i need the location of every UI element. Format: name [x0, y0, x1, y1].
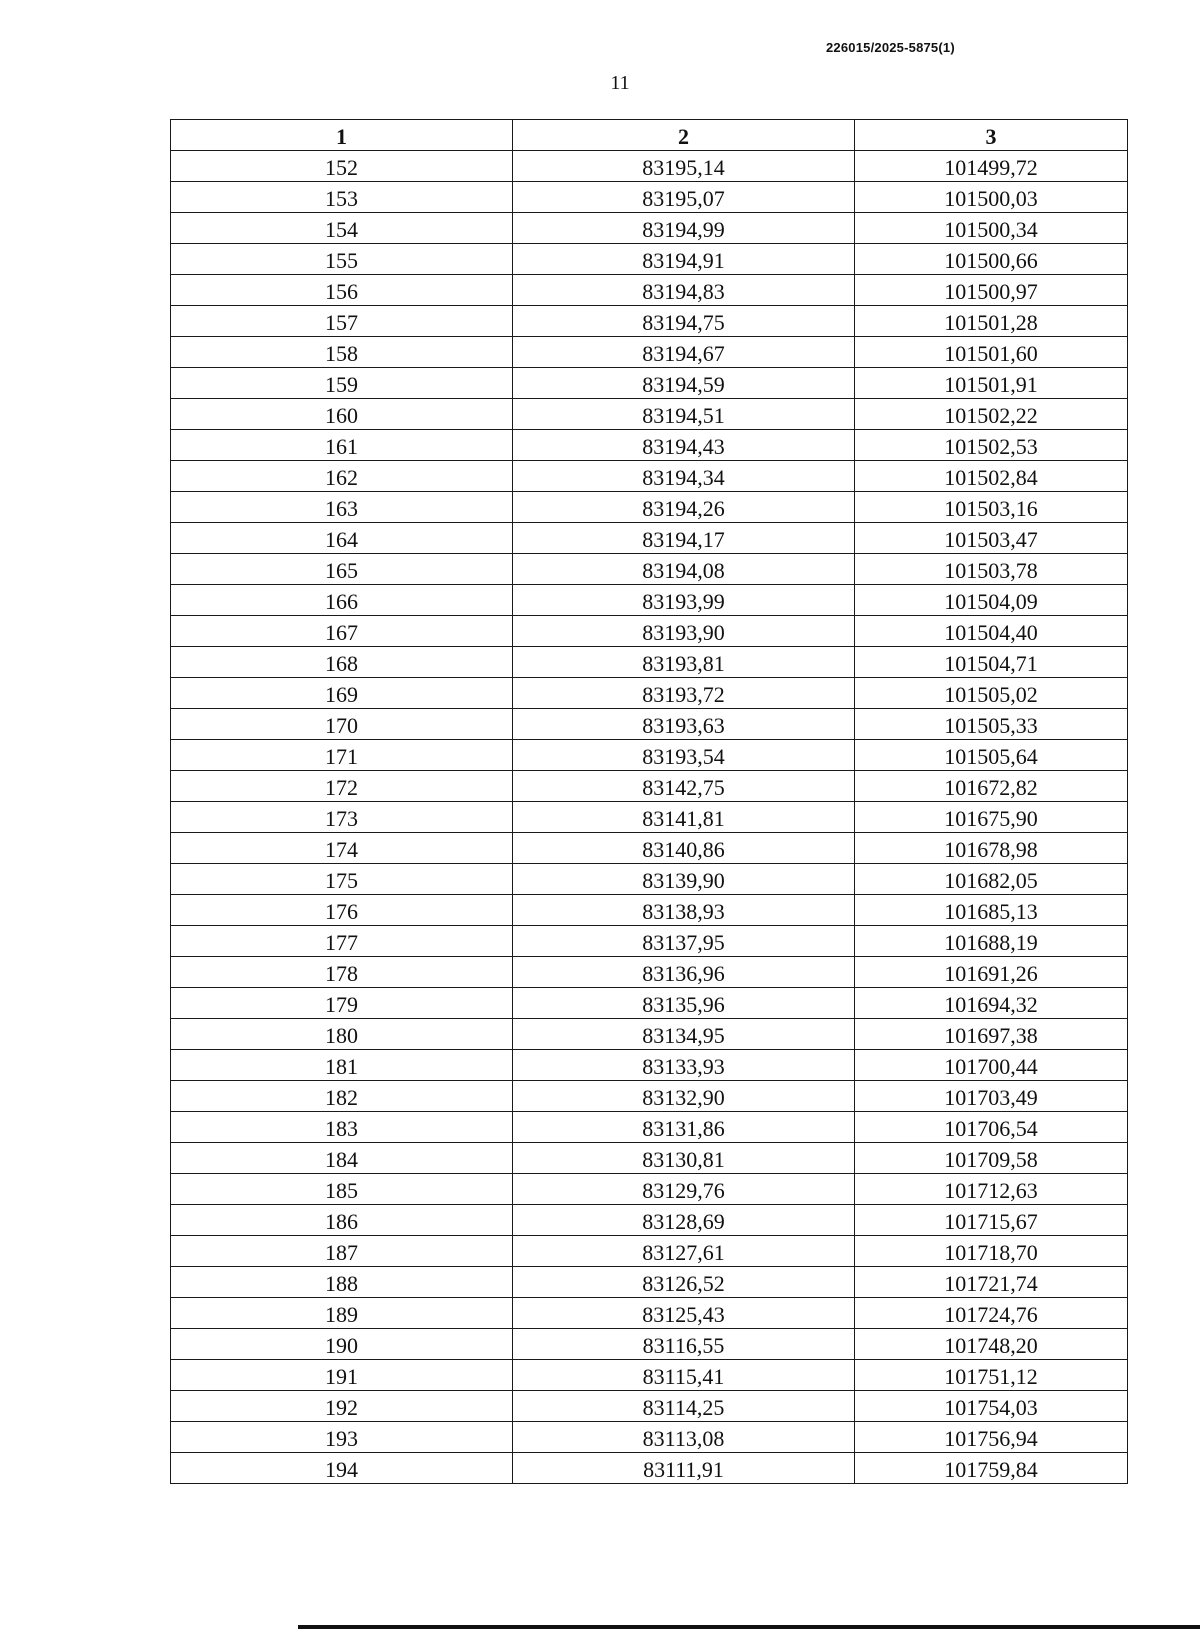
- point-number-cell: 173: [171, 802, 513, 833]
- point-number-cell: 154: [171, 213, 513, 244]
- coordinate-y-cell: 101682,05: [855, 864, 1128, 895]
- table-row: [171, 337, 1128, 368]
- header-row: [171, 120, 1128, 151]
- point-number-cell: 190: [171, 1329, 513, 1360]
- table-row: [171, 492, 1128, 523]
- coordinate-x-cell: 83141,81: [513, 802, 855, 833]
- coordinate-y-cell: 101501,28: [855, 306, 1128, 337]
- table-row: [171, 1329, 1128, 1360]
- point-number-cell: 187: [171, 1236, 513, 1267]
- point-number-cell: 175: [171, 864, 513, 895]
- point-number-cell: 174: [171, 833, 513, 864]
- point-number-cell: 191: [171, 1360, 513, 1391]
- table-row: [171, 833, 1128, 864]
- table-row: [171, 616, 1128, 647]
- point-number-cell: 181: [171, 1050, 513, 1081]
- coordinate-x-cell: 83130,81: [513, 1143, 855, 1174]
- coordinate-y-cell: 101504,71: [855, 647, 1128, 678]
- table-row: [171, 275, 1128, 306]
- table-row: [171, 1267, 1128, 1298]
- coordinate-x-cell: 83194,26: [513, 492, 855, 523]
- coordinate-x-cell: 83194,67: [513, 337, 855, 368]
- point-number-cell: 169: [171, 678, 513, 709]
- coordinate-x-cell: 83115,41: [513, 1360, 855, 1391]
- coordinate-x-cell: 83134,95: [513, 1019, 855, 1050]
- coordinate-y-cell: 101503,16: [855, 492, 1128, 523]
- table-row: [171, 1453, 1128, 1484]
- point-number-cell: 171: [171, 740, 513, 771]
- point-number-cell: 160: [171, 399, 513, 430]
- coordinate-x-cell: 83194,75: [513, 306, 855, 337]
- point-number-cell: 177: [171, 926, 513, 957]
- point-number-cell: 186: [171, 1205, 513, 1236]
- coordinate-x-cell: 83195,14: [513, 151, 855, 182]
- table-row: [171, 213, 1128, 244]
- table-row: [171, 647, 1128, 678]
- coordinate-x-cell: 83126,52: [513, 1267, 855, 1298]
- table-row: [171, 1422, 1128, 1453]
- table-row: [171, 1360, 1128, 1391]
- coordinate-y-cell: 101715,67: [855, 1205, 1128, 1236]
- coordinate-x-cell: 83133,93: [513, 1050, 855, 1081]
- point-number-cell: 192: [171, 1391, 513, 1422]
- table-row: [171, 1143, 1128, 1174]
- coordinate-x-cell: 83194,51: [513, 399, 855, 430]
- table-row: [171, 1081, 1128, 1112]
- point-number-cell: 194: [171, 1453, 513, 1484]
- table-row: [171, 523, 1128, 554]
- table-row: [171, 988, 1128, 1019]
- table-row: [171, 1112, 1128, 1143]
- coordinate-x-cell: 83135,96: [513, 988, 855, 1019]
- coordinate-x-cell: 83111,91: [513, 1453, 855, 1484]
- point-number-cell: 161: [171, 430, 513, 461]
- coordinate-y-cell: 101505,33: [855, 709, 1128, 740]
- coordinate-x-cell: 83193,90: [513, 616, 855, 647]
- coordinate-x-cell: 83128,69: [513, 1205, 855, 1236]
- coordinate-y-cell: 101712,63: [855, 1174, 1128, 1205]
- coordinate-y-cell: 101502,53: [855, 430, 1128, 461]
- table-row: [171, 1391, 1128, 1422]
- point-number-cell: 164: [171, 523, 513, 554]
- table-row: [171, 1236, 1128, 1267]
- coordinate-y-cell: 101709,58: [855, 1143, 1128, 1174]
- coordinate-x-cell: 83142,75: [513, 771, 855, 802]
- coordinate-x-cell: 83193,63: [513, 709, 855, 740]
- table-row: [171, 1205, 1128, 1236]
- coordinate-y-cell: 101678,98: [855, 833, 1128, 864]
- coordinate-y-cell: 101505,02: [855, 678, 1128, 709]
- document-id: 226015/2025-5875(1): [826, 40, 955, 55]
- coordinate-y-cell: 101500,97: [855, 275, 1128, 306]
- point-number-cell: 184: [171, 1143, 513, 1174]
- coordinate-y-cell: 101706,54: [855, 1112, 1128, 1143]
- point-number-cell: 156: [171, 275, 513, 306]
- coordinate-x-cell: 83194,34: [513, 461, 855, 492]
- coordinate-x-cell: 83194,83: [513, 275, 855, 306]
- coordinate-x-cell: 83138,93: [513, 895, 855, 926]
- point-number-cell: 162: [171, 461, 513, 492]
- coordinate-y-cell: 101505,64: [855, 740, 1128, 771]
- table-row: [171, 864, 1128, 895]
- table-row: [171, 182, 1128, 213]
- table-row: [171, 926, 1128, 957]
- table-row: [171, 709, 1128, 740]
- coordinate-y-cell: 101759,84: [855, 1453, 1128, 1484]
- coordinate-y-cell: 101724,76: [855, 1298, 1128, 1329]
- table-row: [171, 306, 1128, 337]
- coordinate-y-cell: 101501,91: [855, 368, 1128, 399]
- table-row: [171, 740, 1128, 771]
- table-row: [171, 554, 1128, 585]
- point-number-cell: 159: [171, 368, 513, 399]
- coordinate-y-cell: 101754,03: [855, 1391, 1128, 1422]
- point-number-cell: 153: [171, 182, 513, 213]
- table-row: [171, 430, 1128, 461]
- table-row: [171, 802, 1128, 833]
- coordinate-x-cell: 83194,59: [513, 368, 855, 399]
- table-body: [171, 151, 1128, 1484]
- coordinate-y-cell: 101503,47: [855, 523, 1128, 554]
- coordinate-y-cell: 101700,44: [855, 1050, 1128, 1081]
- coordinates-table: [170, 119, 1128, 1484]
- coordinate-y-cell: 101504,40: [855, 616, 1128, 647]
- table-row: [171, 585, 1128, 616]
- point-number-cell: 176: [171, 895, 513, 926]
- point-number-cell: 185: [171, 1174, 513, 1205]
- coordinate-y-cell: 101672,82: [855, 771, 1128, 802]
- point-number-cell: 179: [171, 988, 513, 1019]
- coordinate-y-cell: 101501,60: [855, 337, 1128, 368]
- scan-edge-line: [298, 1625, 1200, 1629]
- coordinate-y-cell: 101675,90: [855, 802, 1128, 833]
- point-number-cell: 168: [171, 647, 513, 678]
- coordinate-y-cell: 101688,19: [855, 926, 1128, 957]
- page-number: 11: [610, 72, 630, 94]
- coordinate-x-cell: 83127,61: [513, 1236, 855, 1267]
- point-number-cell: 182: [171, 1081, 513, 1112]
- column-header-2: 2: [513, 120, 855, 151]
- point-number-cell: 155: [171, 244, 513, 275]
- coordinate-y-cell: 101721,74: [855, 1267, 1128, 1298]
- coordinate-y-cell: 101685,13: [855, 895, 1128, 926]
- coordinate-x-cell: 83193,99: [513, 585, 855, 616]
- point-number-cell: 163: [171, 492, 513, 523]
- coordinate-x-cell: 83136,96: [513, 957, 855, 988]
- point-number-cell: 193: [171, 1422, 513, 1453]
- coordinate-y-cell: 101748,20: [855, 1329, 1128, 1360]
- table-row: [171, 244, 1128, 275]
- coordinate-y-cell: 101703,49: [855, 1081, 1128, 1112]
- table-row: [171, 151, 1128, 182]
- point-number-cell: 189: [171, 1298, 513, 1329]
- table-row: [171, 771, 1128, 802]
- coordinate-y-cell: 101756,94: [855, 1422, 1128, 1453]
- point-number-cell: 183: [171, 1112, 513, 1143]
- table-row: [171, 1298, 1128, 1329]
- coordinate-y-cell: 101694,32: [855, 988, 1128, 1019]
- table-row: [171, 1019, 1128, 1050]
- coordinate-x-cell: 83139,90: [513, 864, 855, 895]
- point-number-cell: 167: [171, 616, 513, 647]
- coordinate-x-cell: 83137,95: [513, 926, 855, 957]
- column-header-1: 1: [171, 120, 513, 151]
- column-header-3: 3: [855, 120, 1128, 151]
- coordinate-x-cell: 83125,43: [513, 1298, 855, 1329]
- coordinate-y-cell: 101751,12: [855, 1360, 1128, 1391]
- table-row: [171, 957, 1128, 988]
- table-row: [171, 678, 1128, 709]
- coordinate-y-cell: 101502,22: [855, 399, 1128, 430]
- coordinate-x-cell: 83193,54: [513, 740, 855, 771]
- point-number-cell: 178: [171, 957, 513, 988]
- coordinate-x-cell: 83194,91: [513, 244, 855, 275]
- coordinate-y-cell: 101718,70: [855, 1236, 1128, 1267]
- table-header: [171, 120, 1128, 151]
- coordinate-x-cell: 83140,86: [513, 833, 855, 864]
- point-number-cell: 180: [171, 1019, 513, 1050]
- point-number-cell: 152: [171, 151, 513, 182]
- coordinate-x-cell: 83194,17: [513, 523, 855, 554]
- coordinate-y-cell: 101691,26: [855, 957, 1128, 988]
- point-number-cell: 170: [171, 709, 513, 740]
- coordinate-y-cell: 101504,09: [855, 585, 1128, 616]
- coordinate-x-cell: 83114,25: [513, 1391, 855, 1422]
- coordinate-x-cell: 83194,08: [513, 554, 855, 585]
- table-row: [171, 1050, 1128, 1081]
- point-number-cell: 188: [171, 1267, 513, 1298]
- coordinate-y-cell: 101697,38: [855, 1019, 1128, 1050]
- point-number-cell: 172: [171, 771, 513, 802]
- table-row: [171, 1174, 1128, 1205]
- coordinate-y-cell: 101503,78: [855, 554, 1128, 585]
- table-row: [171, 399, 1128, 430]
- point-number-cell: 158: [171, 337, 513, 368]
- coordinate-x-cell: 83195,07: [513, 182, 855, 213]
- coordinate-y-cell: 101499,72: [855, 151, 1128, 182]
- coordinate-y-cell: 101500,03: [855, 182, 1128, 213]
- point-number-cell: 165: [171, 554, 513, 585]
- coordinate-x-cell: 83193,81: [513, 647, 855, 678]
- table-row: [171, 895, 1128, 926]
- table-row: [171, 368, 1128, 399]
- coordinate-x-cell: 83194,99: [513, 213, 855, 244]
- coordinate-x-cell: 83116,55: [513, 1329, 855, 1360]
- point-number-cell: 157: [171, 306, 513, 337]
- coordinate-x-cell: 83193,72: [513, 678, 855, 709]
- coordinate-y-cell: 101500,66: [855, 244, 1128, 275]
- coordinate-x-cell: 83131,86: [513, 1112, 855, 1143]
- coordinate-y-cell: 101502,84: [855, 461, 1128, 492]
- point-number-cell: 166: [171, 585, 513, 616]
- coordinate-y-cell: 101500,34: [855, 213, 1128, 244]
- coordinate-x-cell: 83113,08: [513, 1422, 855, 1453]
- table-row: [171, 461, 1128, 492]
- coordinate-x-cell: 83132,90: [513, 1081, 855, 1112]
- coordinate-x-cell: 83129,76: [513, 1174, 855, 1205]
- coordinate-x-cell: 83194,43: [513, 430, 855, 461]
